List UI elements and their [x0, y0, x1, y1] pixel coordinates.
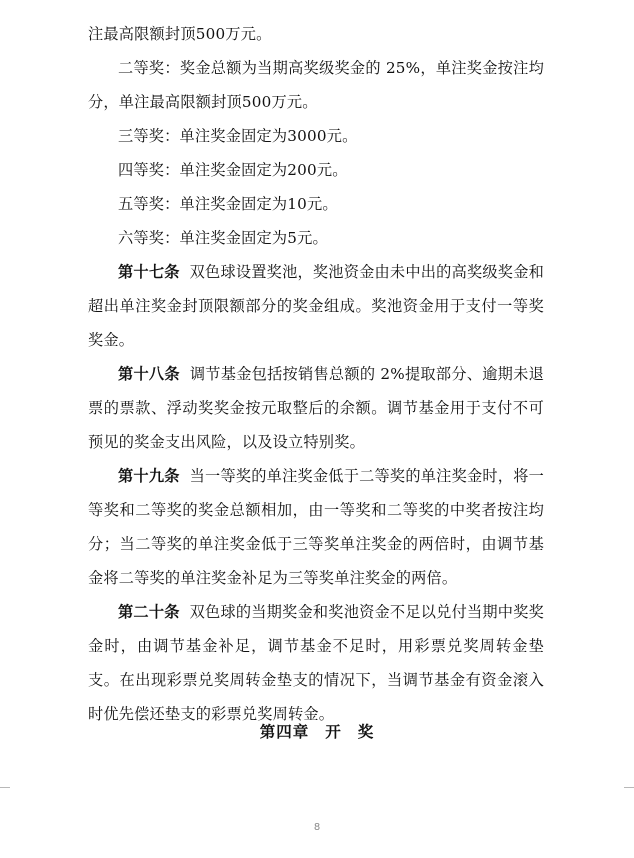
body-text: [88, 17, 544, 731]
paragraph-text: 当一等奖的单注奖金低于二等奖的单注奖金时，将一等奖和二等奖的奖金总额相加，由一等奖和二等奖的中奖者按注均分；当二等奖的单注奖金低于三等奖单注奖金的两倍时，由调节基金将二等奖的单注奖金补足为三等奖单注奖金的两倍。: [88, 467, 544, 587]
paragraph-fifth-prize: [88, 187, 544, 221]
article-number: 第十八条: [118, 365, 180, 383]
article-17: [88, 255, 544, 357]
paragraph-text: 双色球设置奖池，奖池资金由未中出的高奖级奖金和超出单注奖金封顶限额部分的奖金组成。奖池资金用于支付一等奖奖金。: [88, 263, 544, 349]
paragraph-text: 三等奖：单注奖金固定为3000元。: [118, 127, 358, 145]
paragraph-text: 五等奖：单注奖金固定为10元。: [118, 195, 338, 213]
paragraph-text: 双色球的当期奖金和奖池资金不足以兑付当期中奖奖金时，由调节基金补足，调节基金不足时，用彩票兑奖周转金垫支。在出现彩票兑奖周转金垫支的情况下，当调节基金有资金滚入时优先偿还垫支的彩票兑奖周转金。: [88, 603, 544, 723]
paragraph-text: 调节基金包括按销售总额的 2%提取部分、逾期未退票的票款、浮动奖奖金按元取整后的余额。调节基金用于支付不可预见的奖金支出风险，以及设立特别奖。: [88, 365, 544, 451]
paragraph-fourth-prize: [88, 153, 544, 187]
paragraph-third-prize: [88, 119, 544, 153]
paragraph-sixth-prize: [88, 221, 544, 255]
chapter-number: 第四章: [259, 723, 310, 741]
chapter-heading: [0, 720, 634, 742]
article-number: 第十九条: [118, 467, 180, 485]
article-20: [88, 595, 544, 731]
paragraph-text: 六等奖：单注奖金固定为5元。: [118, 229, 328, 247]
paragraph-first-prize-cont: [88, 17, 544, 51]
paragraph-text: 注最高限额封顶500万元。: [88, 25, 272, 43]
article-number: 第二十条: [118, 603, 180, 621]
paragraph-second-prize: [88, 51, 544, 119]
left-margin-mark: [0, 787, 10, 788]
article-number: 第十七条: [118, 263, 180, 281]
page-number: 8: [313, 822, 321, 833]
chapter-title-char-2: 奖: [357, 723, 375, 741]
right-margin-mark: [624, 787, 634, 788]
chapter-title-char-1: 开: [325, 723, 342, 741]
paragraph-text: 四等奖：单注奖金固定为200元。: [118, 161, 348, 179]
article-18: [88, 357, 544, 459]
paragraph-text: 二等奖：奖金总额为当期高奖级奖金的 25%，单注奖金按注均分，单注最高限额封顶500万元。: [88, 59, 544, 111]
article-19: [88, 459, 544, 595]
